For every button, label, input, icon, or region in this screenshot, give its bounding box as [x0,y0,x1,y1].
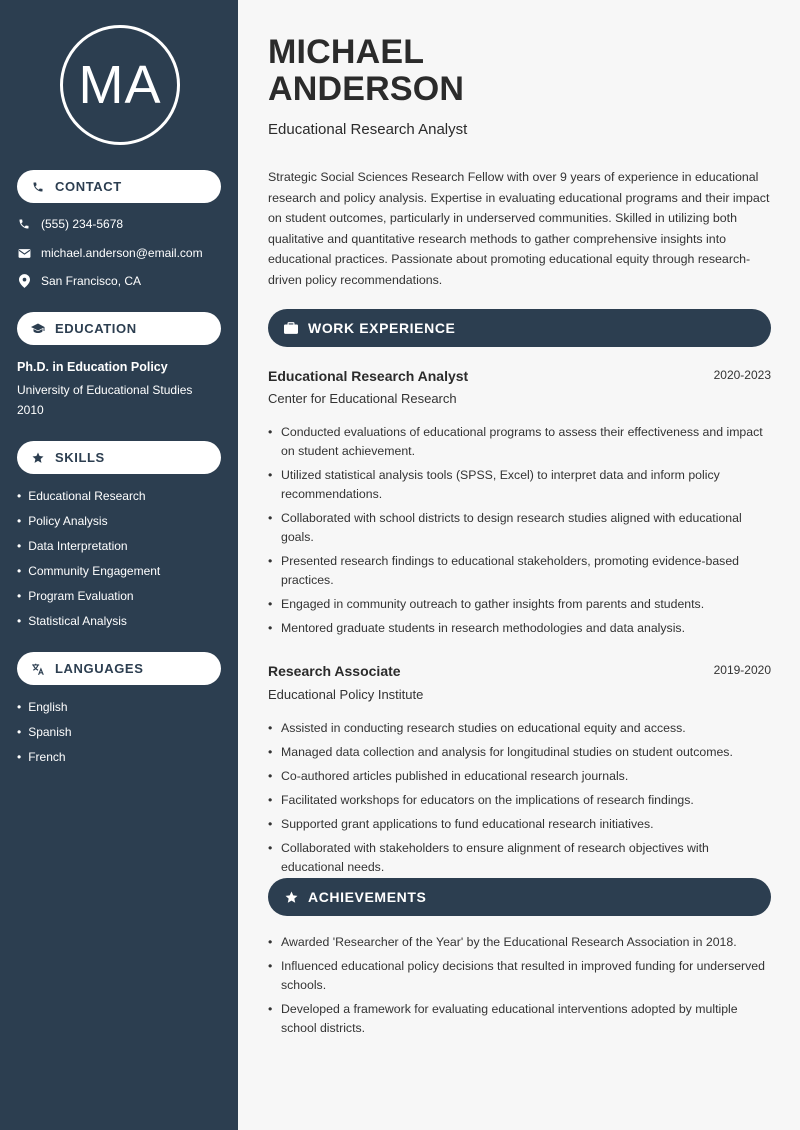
skill-item: • Educational Research [17,489,160,514]
achievement-item: • Influenced educational policy decisions that resulted in improved funding for underserved schools. [268,957,768,995]
job-bullet: • Collaborated with stakeholders to ensure alignment of research objectives with educational needs. [268,839,768,877]
contact-heading [17,170,221,203]
languages-list [17,700,72,775]
achievement-item: • Developed a framework for evaluating educational interventions adopted by multiple school districts. [268,1000,768,1038]
job-dates: 2020-2023 [713,368,771,382]
language-item: • English [17,700,72,725]
last-name: ANDERSON [268,70,465,108]
translate-icon [31,662,45,676]
avatar [60,25,180,145]
skill-item: • Policy Analysis [17,514,160,539]
skill-item: • Community Engagement [17,564,160,589]
job-title: Educational Research Analyst [268,368,469,384]
sidebar [0,0,238,1130]
education-degree: Ph.D. in Education Policy [17,360,168,374]
languages-heading [17,652,221,685]
contact-email[interactable] [17,246,203,260]
briefcase-icon [284,321,298,335]
job-organization: Educational Policy Institute [268,687,424,702]
skill-item: • Data Interpretation [17,539,160,564]
job-bullet: • Assisted in conducting research studies on educational equity and access. [268,719,768,738]
achievements-list [268,933,768,1043]
star-icon [284,890,298,904]
skills-heading [17,441,221,474]
phone-icon [17,217,31,231]
headline-title: Educational Research Analyst [268,121,468,138]
graduation-cap-icon [31,322,45,336]
education-school: University of Educational Studies [17,383,193,397]
achievements-heading-label: ACHIEVEMENTS [308,889,427,905]
education-heading [17,312,221,345]
job-bullet: • Engaged in community outreach to gather insights from parents and students. [268,595,768,614]
achievement-item: • Awarded 'Researcher of the Year' by the Educational Research Association in 2018. [268,933,768,952]
job-bullet: • Facilitated workshops for educators on the implications of research findings. [268,791,768,810]
summary-paragraph: Strategic Social Sciences Research Fellow with over 9 years of experience in educational research and policy analysis. Expertise in evaluating educational programs and their impact on student outcomes, particularly in underserved communities. Skilled in utilizing both qualitative and quantitative research methods to gather comprehensive insights into educational practices. Passionate about promoting educational equity through research-driven policy recommendations. [268,170,770,287]
avatar-initials: MA [78,55,162,115]
contact-email-text: michael.anderson@email.com [41,246,203,260]
achievements-heading [268,878,771,916]
job-bullet: • Utilized statistical analysis tools (SPSS, Excel) to interpret data and inform policy recommendations. [268,466,768,504]
skill-item: • Program Evaluation [17,589,160,614]
person-name [268,34,464,108]
job-dates: 2019-2020 [713,663,771,677]
job-bullets [268,719,768,882]
contact-location [17,274,141,288]
job-bullet: • Supported grant applications to fund educational research initiatives. [268,815,768,834]
job-title: Research Associate [268,663,401,679]
job-bullet: • Co-authored articles published in educational research journals. [268,767,768,786]
contact-heading-label: CONTACT [55,179,122,194]
job-bullets [268,423,768,643]
job-bullet: • Collaborated with school districts to design research studies aligned with educational goals. [268,509,768,547]
job-bullet: • Presented research findings to educational stakeholders, promoting evidence-based practices. [268,552,768,590]
work-experience-heading [268,309,771,347]
phone-icon [31,180,45,194]
languages-heading-label: LANGUAGES [55,661,144,676]
skills-heading-label: SKILLS [55,450,105,465]
education-heading-label: EDUCATION [55,321,137,336]
contact-phone [17,217,123,231]
job-bullet: • Mentored graduate students in research methodologies and data analysis. [268,619,768,638]
star-icon [31,451,45,465]
job-bullet: • Managed data collection and analysis for longitudinal studies on student outcomes. [268,743,768,762]
language-item: • Spanish [17,725,72,750]
skills-list [17,489,160,639]
skill-item: • Statistical Analysis [17,614,160,639]
email-icon [17,246,31,260]
education-year: 2010 [17,403,44,417]
language-item: • French [17,750,72,775]
location-pin-icon [17,274,31,288]
contact-location-text: San Francisco, CA [41,274,142,288]
job-bullet: • Conducted evaluations of educational programs to assess their effectiveness and impact on student achievement. [268,423,768,461]
contact-phone-text: (555) 234-5678 [41,217,124,231]
job-organization: Center for Educational Research [268,391,457,406]
first-name: MICHAEL [268,33,425,71]
work-experience-heading-label: WORK EXPERIENCE [308,320,456,336]
